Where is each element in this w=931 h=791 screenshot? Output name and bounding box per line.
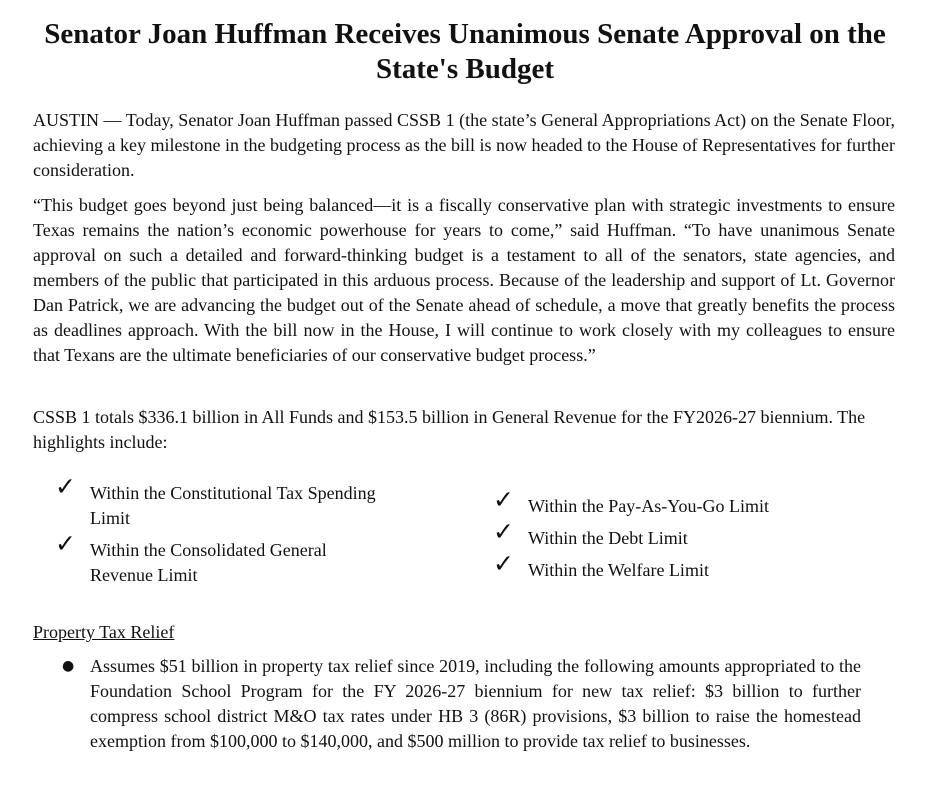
highlight-item bbox=[33, 529, 393, 588]
list-item bbox=[33, 654, 861, 754]
highlight-text: Within the Debt Limit bbox=[528, 528, 688, 548]
highlights-list-right bbox=[471, 485, 891, 590]
checkmark-icon: ✓ bbox=[493, 485, 514, 514]
highlight-text: Within the Welfare Limit bbox=[528, 560, 709, 580]
totals-paragraph: CSSB 1 totals $336.1 billion in All Funds and $153.5 billion in General Revenue for the FY2026-27 biennium. The highlights include: bbox=[33, 407, 866, 452]
highlight-item bbox=[33, 472, 393, 531]
property-tax-heading: Property Tax Relief bbox=[33, 622, 175, 642]
quote-paragraph: “This budget goes beyond just being balanced—it is a fiscally conservative plan with strategic investments to ensure Texas remains the nation’s economic powerhouse for years to come,” said Huffman. “To have unanimous Senate approval on such a detailed and forward-thinking budget is a testament to all of the senators, state agencies, and members of the public that participated in this arduous process. Because of the leadership and support of Lt. Governor Dan Patrick, we are advancing the budget out of the Senate ahead of schedule, a move that greatly benefits the process as deadlines approach. With the bill now in the House, I will continue to work closely with my colleagues to ensure that Texans are the ultimate beneficiaries of our conservative budget process.” bbox=[33, 195, 895, 365]
checkmark-icon: ✓ bbox=[55, 472, 76, 501]
highlight-text: Within the Pay-As-You-Go Limit bbox=[528, 496, 769, 516]
property-tax-list bbox=[33, 654, 861, 754]
list-item-text: Assumes $51 billion in property tax relief since 2019, including the following amounts appropriated to the Foundation School Program for the FY 2026-27 biennium for new tax relief: $3 billion to further compress school district M&O tax rates under HB 3 (86R) provisions, $3 billion to raise the homestead exemption from $100,000 to $140,000, and $500 million to provide tax relief to businesses. bbox=[90, 656, 861, 751]
highlights-list-left bbox=[33, 472, 393, 595]
highlight-item bbox=[471, 549, 891, 583]
intro-paragraph: AUSTIN — Today, Senator Joan Huffman passed CSSB 1 (the state’s General Appropriations Act) on the Senate Floor, achieving a key milestone in the budgeting process as the bill is now headed to the House of Representatives for further consideration. bbox=[33, 110, 895, 180]
highlight-item bbox=[471, 485, 891, 519]
bullet-icon: ● bbox=[62, 658, 75, 674]
document-title: Senator Joan Huffman Receives Unanimous Senate Approval on the State's Budget bbox=[44, 18, 886, 85]
highlight-text: Within the Consolidated General Revenue Limit bbox=[90, 540, 327, 585]
highlight-item bbox=[471, 517, 891, 551]
checkmark-icon: ✓ bbox=[493, 517, 514, 546]
highlight-text: Within the Constitutional Tax Spending Limit bbox=[90, 483, 376, 528]
checkmark-icon: ✓ bbox=[493, 549, 514, 578]
checkmark-icon: ✓ bbox=[55, 529, 76, 558]
